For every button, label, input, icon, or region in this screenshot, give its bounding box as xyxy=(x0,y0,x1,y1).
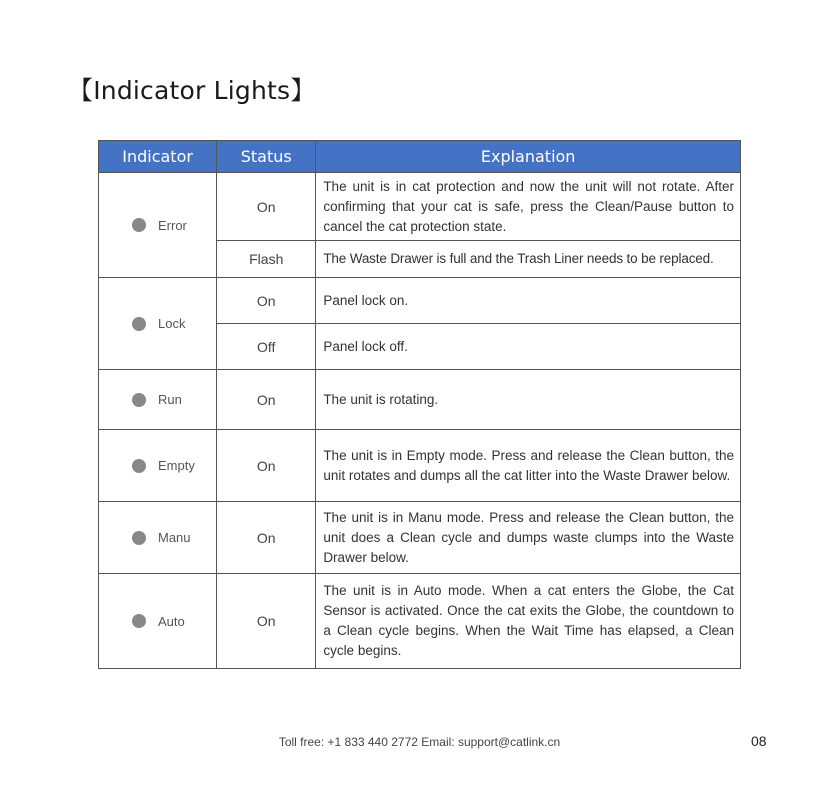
status-cell: On xyxy=(217,430,316,502)
explanation-cell: Panel lock off. xyxy=(316,324,741,370)
indicator-light-icon xyxy=(132,218,146,232)
status-cell: Off xyxy=(217,324,316,370)
explanation-cell: Panel lock on. xyxy=(316,278,741,324)
footer-contact-info: Toll free: +1 833 440 2772 Email: support@catlink.cn xyxy=(278,735,561,749)
table-header-row xyxy=(99,141,741,173)
status-cell: On xyxy=(217,370,316,430)
explanation-cell: The unit is in Auto mode. When a cat enters the Globe, the Cat Sensor is activated. Once the cat exits the Globe, the countdown to a Clean cycle begins. When the Wait Time has elapsed, a Clean cycle begins. xyxy=(316,574,741,669)
page-title: 【Indicator Lights】 xyxy=(68,76,316,105)
table-row xyxy=(99,502,741,574)
indicator-cell-error xyxy=(99,173,217,278)
indicator-cell-manu xyxy=(99,502,217,574)
indicator-light-icon xyxy=(132,459,146,473)
explanation-cell: The Waste Drawer is full and the Trash Liner needs to be replaced. xyxy=(316,241,741,278)
status-cell: On xyxy=(217,278,316,324)
status-cell: On xyxy=(217,173,316,241)
indicator-label: Run xyxy=(158,392,182,407)
page-number: 08 xyxy=(751,733,767,749)
explanation-cell: The unit is rotating. xyxy=(316,370,741,430)
indicator-label: Manu xyxy=(158,530,191,545)
indicator-light-icon xyxy=(132,614,146,628)
indicator-label: Empty xyxy=(158,458,195,473)
indicator-light-icon xyxy=(132,317,146,331)
explanation-cell: The unit is in Manu mode. Press and release the Clean button, the unit does a Clean cycle and dumps waste clumps into the Waste Drawer below. xyxy=(316,502,741,574)
explanation-cell: The unit is in cat protection and now the unit will not rotate. After confirming that your cat is safe, press the Clean/Pause button to cancel the cat protection state. xyxy=(316,173,741,241)
table-row xyxy=(99,173,741,241)
indicator-cell-empty xyxy=(99,430,217,502)
explanation-cell: The unit is in Empty mode. Press and release the Clean button, the unit rotates and dumps all the cat litter into the Waste Drawer below. xyxy=(316,430,741,502)
header-indicator: Indicator xyxy=(99,141,217,173)
table-row xyxy=(99,278,741,324)
table-row xyxy=(99,370,741,430)
status-cell: Flash xyxy=(217,241,316,278)
indicator-label: Error xyxy=(158,217,187,233)
indicator-cell-run xyxy=(99,370,217,430)
indicator-label: Auto xyxy=(158,613,185,629)
table-row xyxy=(99,430,741,502)
status-cell: On xyxy=(217,502,316,574)
indicator-light-icon xyxy=(132,531,146,545)
status-cell: On xyxy=(217,574,316,669)
header-status: Status xyxy=(217,141,316,173)
indicator-cell-auto xyxy=(99,574,217,669)
indicator-cell-lock xyxy=(99,278,217,370)
table-row xyxy=(99,574,741,669)
indicator-light-icon xyxy=(132,393,146,407)
indicator-lights-table xyxy=(98,140,741,669)
indicator-label: Lock xyxy=(158,316,186,331)
header-explanation: Explanation xyxy=(316,141,741,173)
